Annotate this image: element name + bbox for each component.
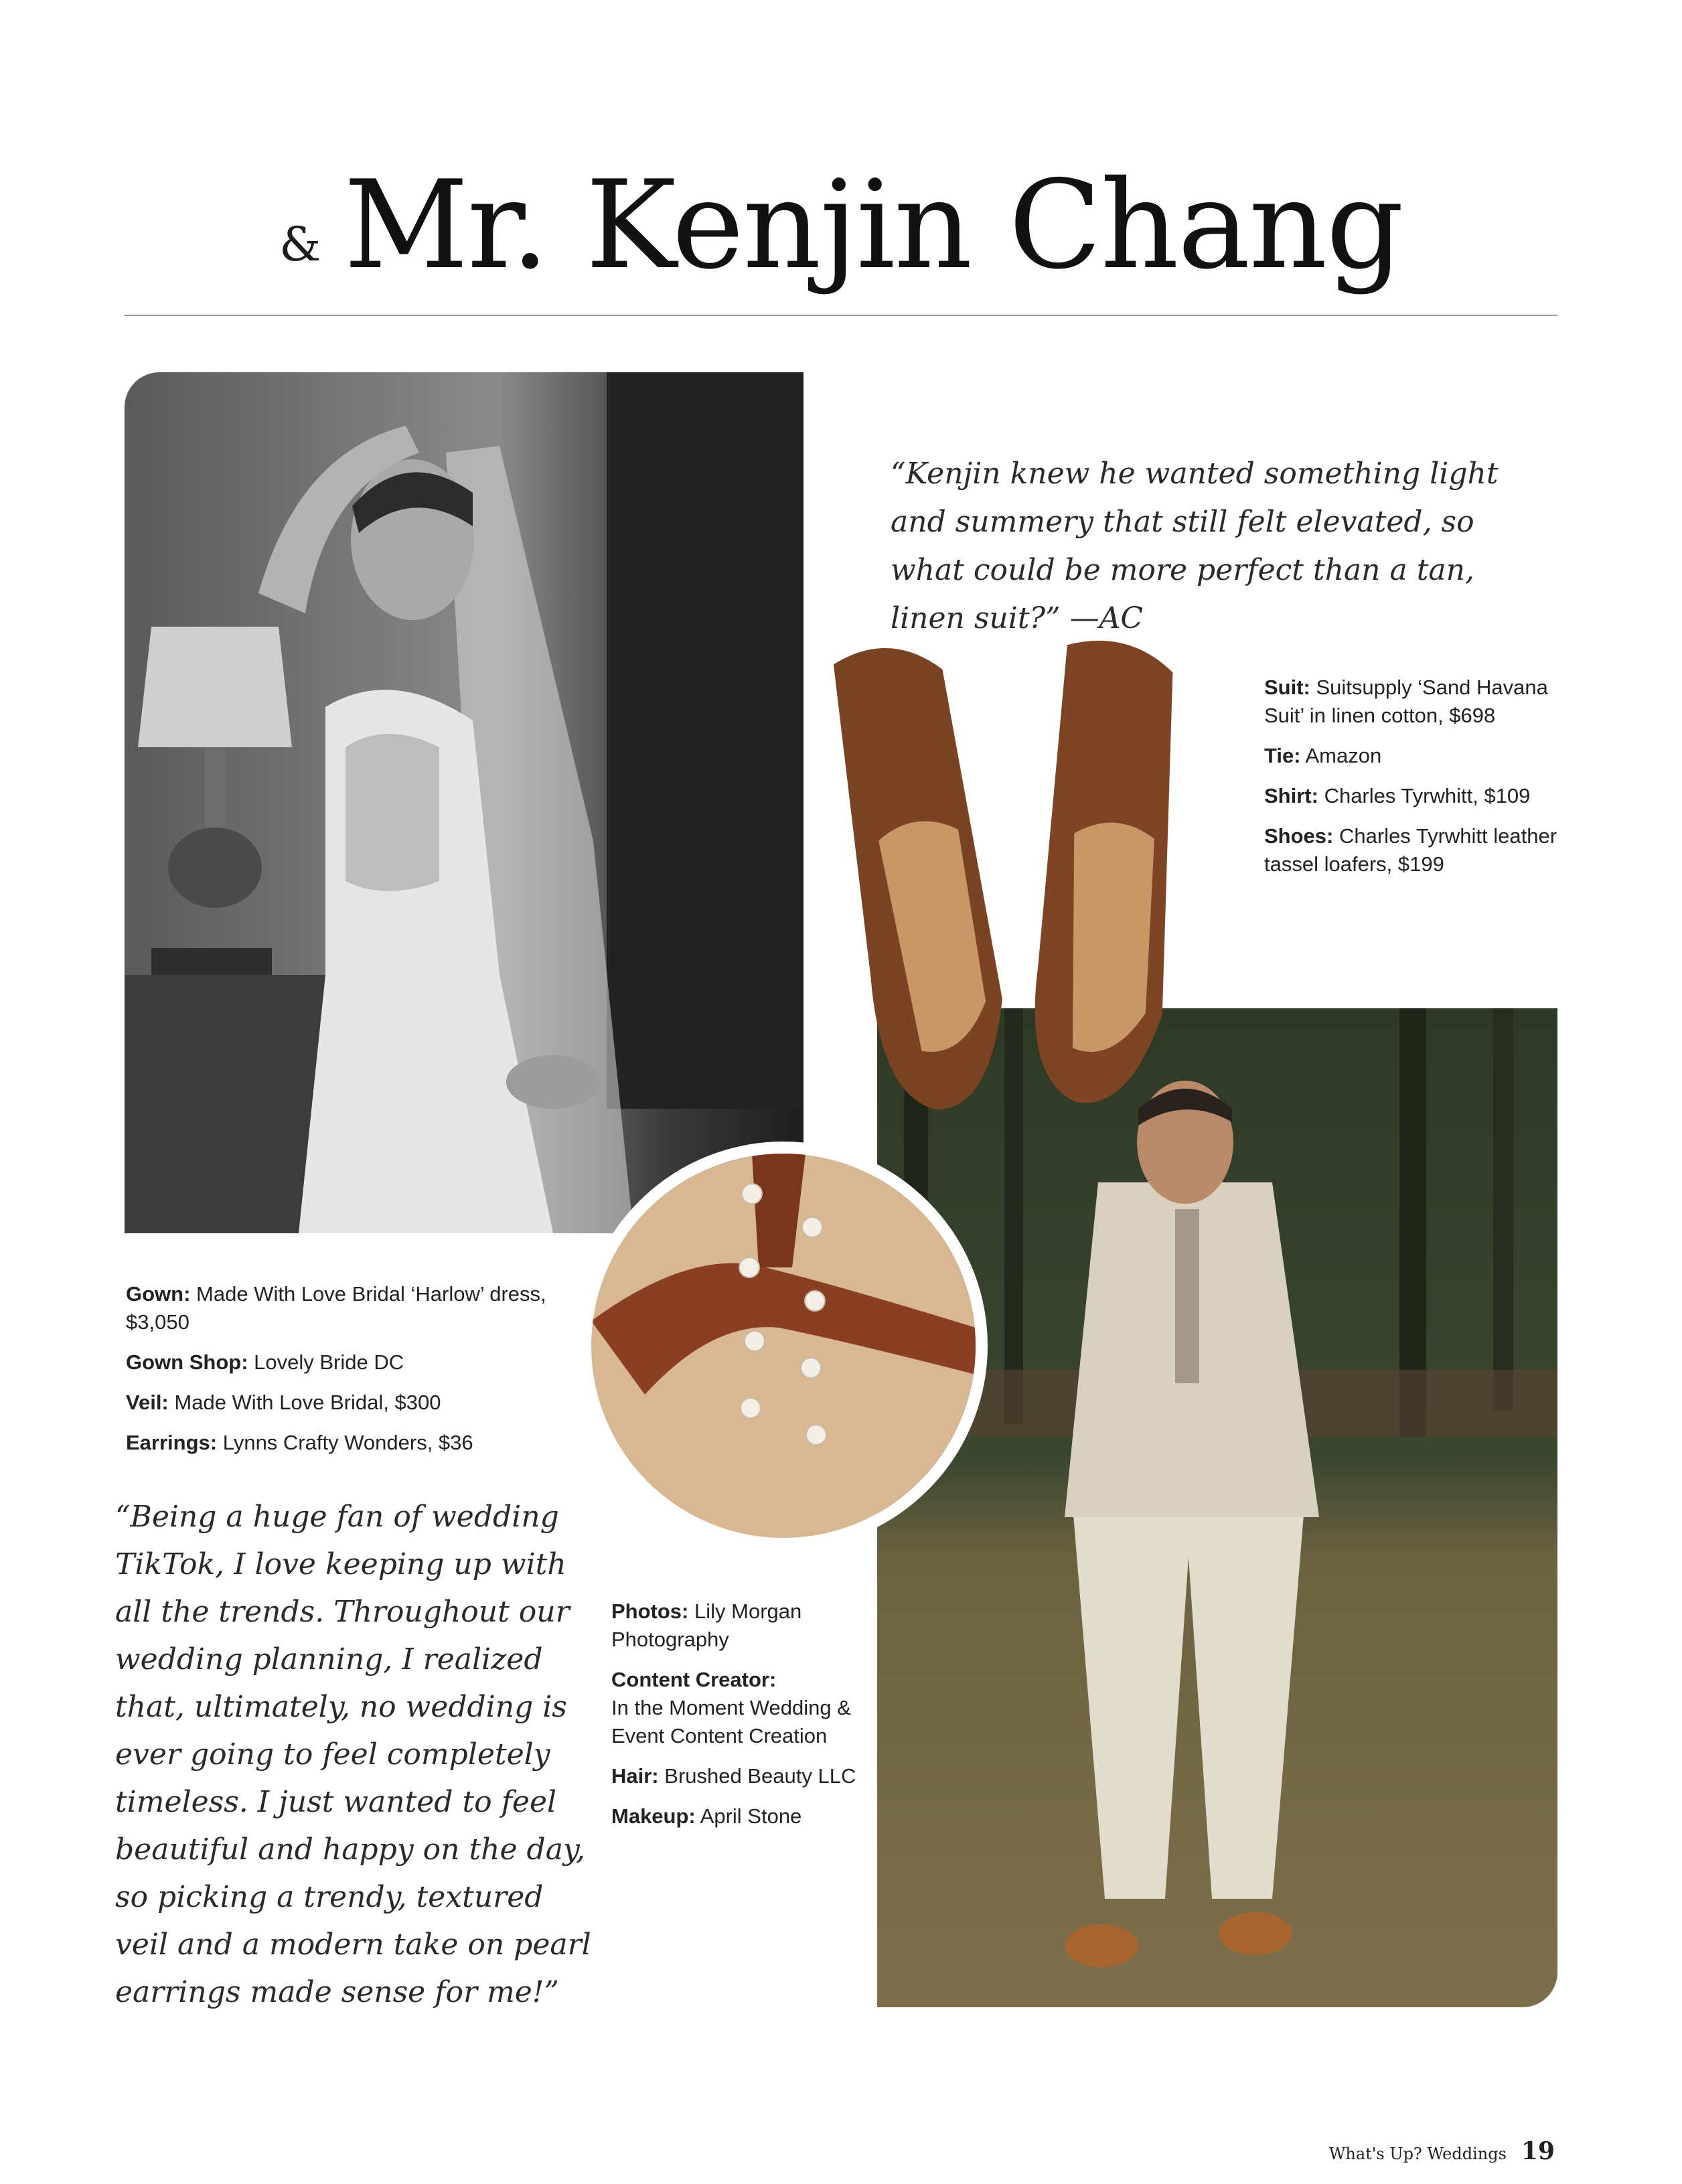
bride-quote: “Being a huge fan of wedding TikTok, I love keeping up with all the trends. Throughout our wedding planning, I realized that, ultimately, no wedding is ever going to feel completely timeless. I just wanted to feel beautiful and happy on the day, so picking a trendy, textured veil and a modern take on pearl earrings made sense for me!” — [115, 1500, 591, 2009]
bride-photo — [125, 372, 804, 1233]
groom-credits — [1264, 674, 1572, 890]
credit-tie: Tie: Amazon — [1264, 744, 1382, 767]
credit-photos: Photos: Lily Morgan Photography — [611, 1600, 802, 1651]
credit-gown: Gown: Made With Love Bridal ‘Harlow’ dress, $3,050 — [126, 1282, 546, 1334]
groom-photo — [877, 1008, 1557, 2007]
credit-shoes: Shoes: Charles Tyrwhitt leather tassel loafers, $199 — [1264, 824, 1557, 876]
credit-hair: Hair: Brushed Beauty LLC — [611, 1764, 856, 1788]
vendor-credits — [611, 1597, 866, 1843]
page-footer — [1329, 2137, 1555, 2165]
page-title: Mr. Kenjin Chang — [343, 154, 1403, 296]
title-ampersand: & — [279, 217, 321, 272]
header-divider — [125, 315, 1557, 316]
page-number: 19 — [1521, 2137, 1555, 2165]
page-header — [0, 154, 1682, 296]
groom-quote: “Kenjin knew he wanted something light and summery that still felt elevated, so what could be more perfect than a tan, linen suit?” —AC — [891, 457, 1499, 635]
earrings-photo — [579, 1142, 988, 1550]
credit-earrings: Earrings: Lynns Crafty Wonders, $36 — [126, 1431, 473, 1454]
shoes-photo — [824, 635, 1199, 1117]
credit-makeup: Makeup: April Stone — [611, 1804, 802, 1828]
credit-suit: Suit: Suitsupply ‘Sand Havana Suit’ in linen cotton, $698 — [1264, 676, 1548, 727]
credit-veil: Veil: Made With Love Bridal, $300 — [126, 1391, 441, 1414]
credit-shirt: Shirt: Charles Tyrwhitt, $109 — [1264, 784, 1531, 807]
bride-credits — [126, 1280, 554, 1469]
publication-name: What's Up? Weddings — [1328, 2144, 1507, 2163]
credit-gown-shop: Gown Shop: Lovely Bride DC — [126, 1350, 404, 1374]
credit-content-creator: Content Creator: In the Moment Wedding & Event Content Creation — [611, 1668, 851, 1747]
